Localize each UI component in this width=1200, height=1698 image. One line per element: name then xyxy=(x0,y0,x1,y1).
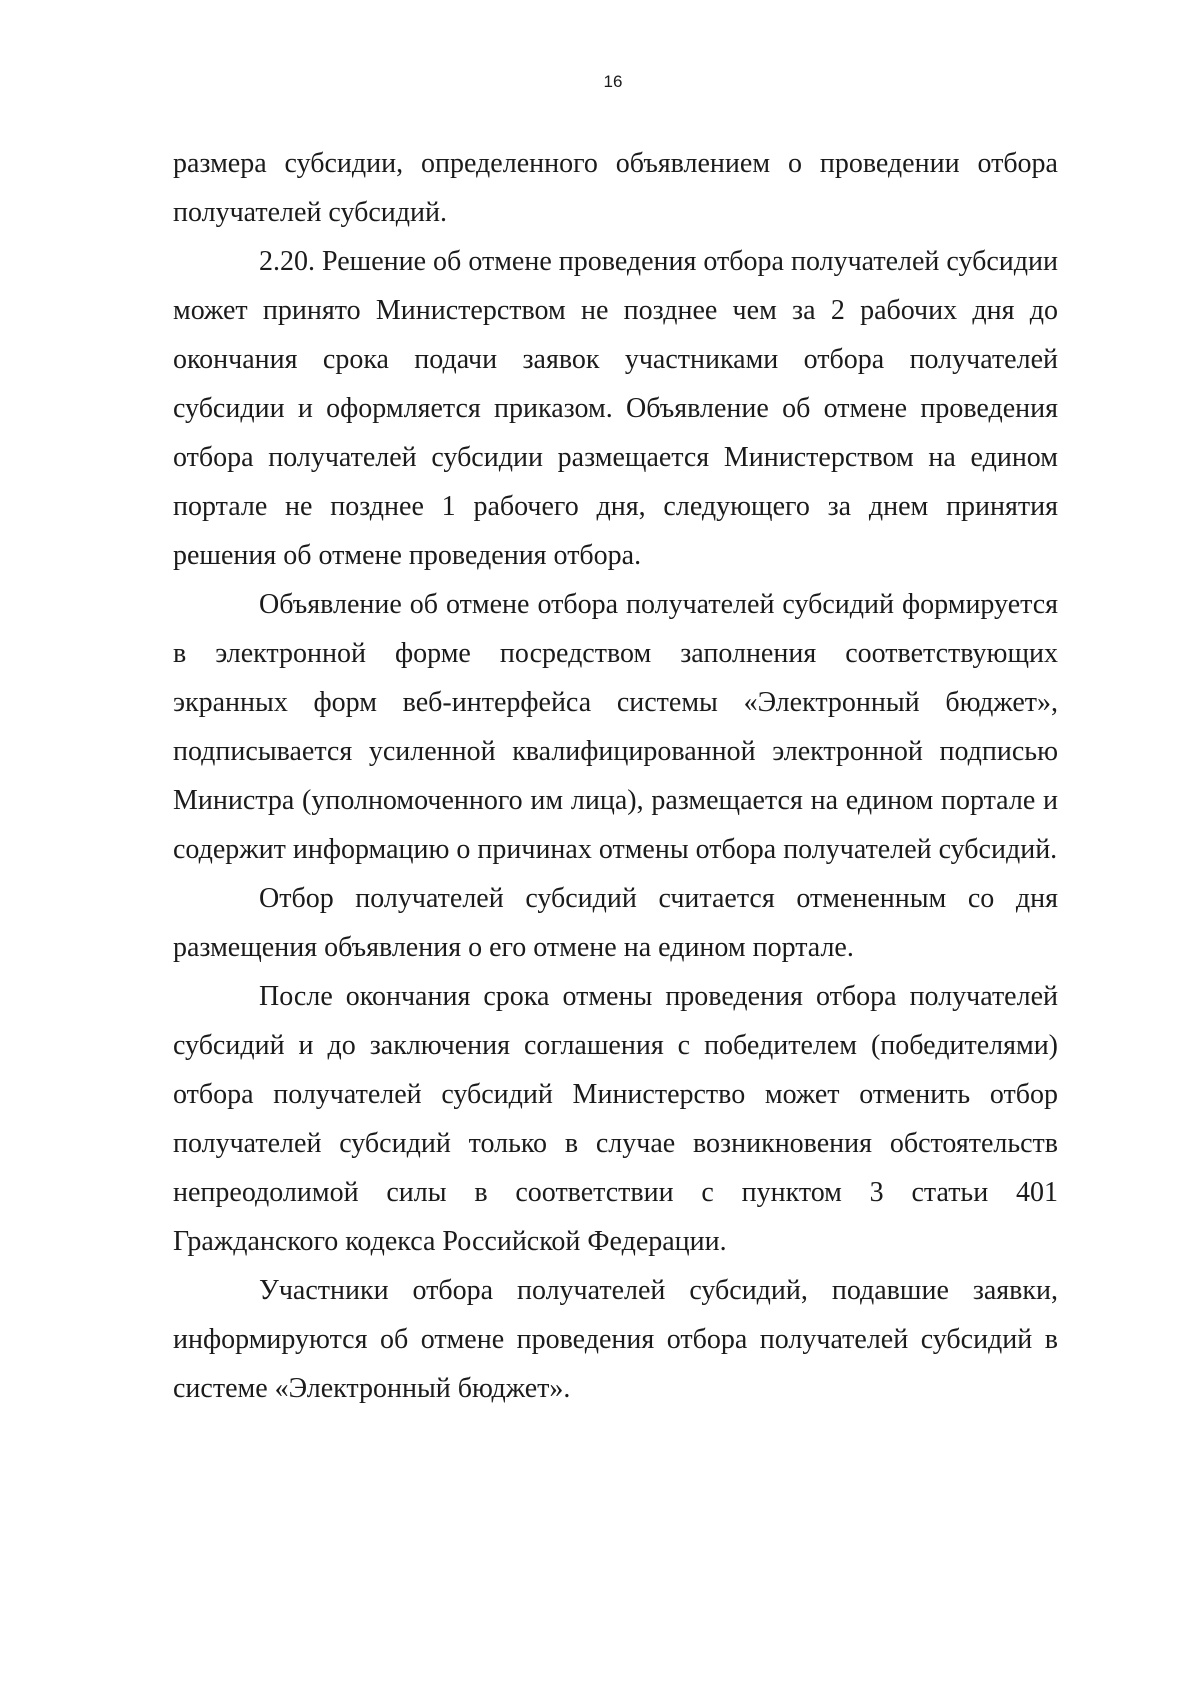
paragraph-announcement-cancellation: Объявление об отмене отбора получателей субсидий формируется в электронной форме посредством заполнения соответствующих экранных форм веб-интерфейса системы «Электронный бюджет», подписывается усиленной квалифицированной электронной подписью Министра (уполномоченного им лица), размещается на едином портале и содержит информацию о причинах отмены отбора получателей субсидий. xyxy=(173,589,1058,865)
document-body xyxy=(173,139,1058,1413)
paragraph-continuation: размера субсидии, определенного объявлением о проведении отбора получателей субсидий. xyxy=(173,148,1058,228)
paragraph-2-20: 2.20. Решение об отмене проведения отбора получателей субсидии может принято Министерством не позднее чем за 2 рабочих дня до окончания срока подачи заявок участниками отбора получателей субсидии и оформляется приказом. Объявление об отмене проведения отбора получателей субсидии размещается Министерством на едином портале не позднее 1 рабочего дня, следующего за днем принятия решения об отмене проведения отбора. xyxy=(173,246,1058,571)
paragraph-participants-informed: Участники отбора получателей субсидий, подавшие заявки, информируются об отмене проведения отбора получателей субсидий в системе «Электронный бюджет». xyxy=(173,1275,1058,1404)
page-number: 16 xyxy=(603,72,623,91)
paragraph-selection-cancelled: Отбор получателей субсидий считается отмененным со дня размещения объявления о его отмене на едином портале. xyxy=(173,883,1058,963)
paragraph-force-majeure: После окончания срока отмены проведения отбора получателей субсидий и до заключения соглашения с победителем (победителями) отбора получателей субсидий Министерство может отменить отбор получателей субсидий только в случае возникновения обстоятельств непреодолимой силы в соответствии с пунктом 3 статьи 401 Гражданского кодекса Российской Федерации. xyxy=(173,981,1058,1257)
